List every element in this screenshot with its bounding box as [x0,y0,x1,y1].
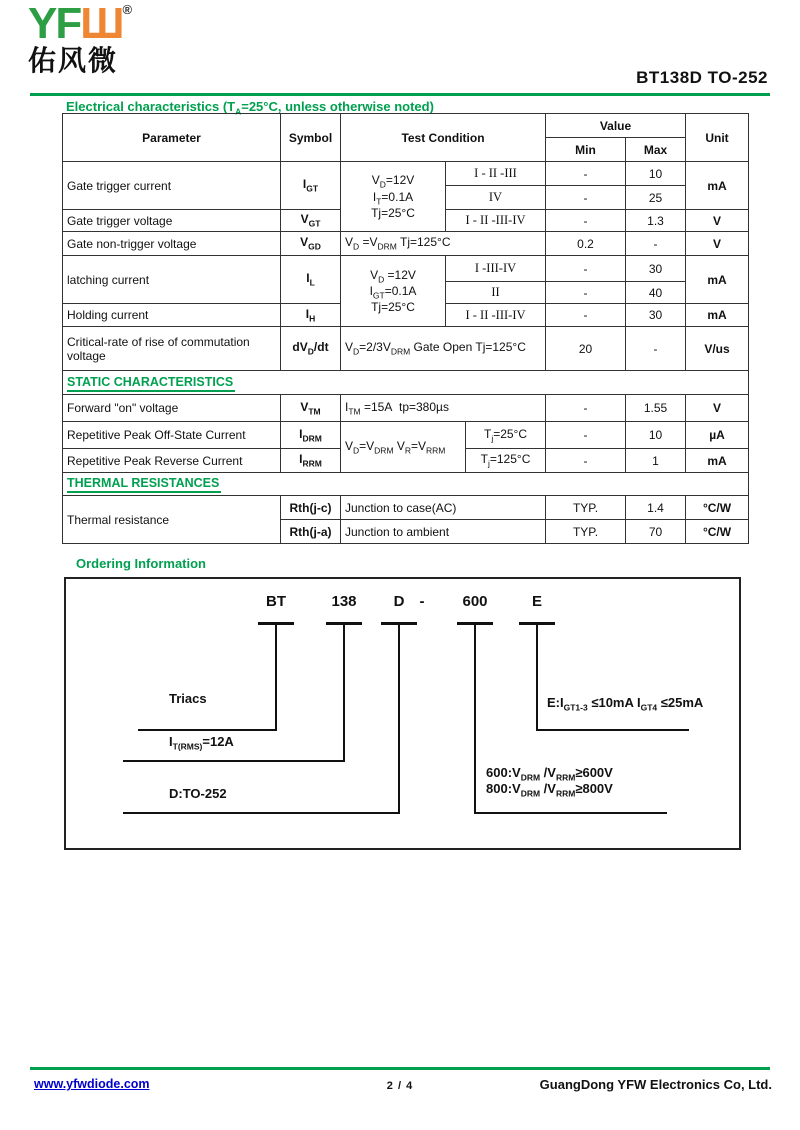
cell-min: TYP. [546,520,626,544]
cell-max: 10 [626,422,686,449]
cell-tj: $T_j=125^\circ C$ [466,449,546,473]
part-code-e: E [531,593,543,610]
cell-parameter: Thermal resistance [63,496,281,544]
website-link[interactable]: www.yfwdiode.com [34,1077,150,1091]
cell-symbol: $I_{DRM}$ [281,422,341,449]
table-row [63,232,749,256]
cell-min: - [546,449,626,473]
cell-test-condition: Junction to ambient [341,520,546,544]
cell-quadrants: I - II -III-IV [446,304,546,327]
page-number: 2 / 4 [386,1080,414,1092]
cell-min: - [546,422,626,449]
col-header-value: Value [546,114,686,138]
cell-unit: V [686,395,749,422]
cell-test-condition: $V_D=2/3V_{DRM}$ Gate Open Tj=125°C [341,327,546,371]
ordering-diagram [64,577,741,850]
cell-max: - [626,232,686,256]
registered-trademark-icon: ® [122,2,133,17]
cell-test-condition: $V_D=V_{DRM}$ $V_R=V_{RRM}$ [341,422,466,473]
ordering-information-heading: Ordering Information [76,556,206,571]
cell-symbol: Rth(j-a) [281,520,341,544]
label-current: $I_{T(RMS)}=12A$ [169,734,234,752]
diagram-line [474,625,476,812]
cell-max: - [626,327,686,371]
diagram-line [123,760,345,762]
table-row [63,162,749,186]
cell-test-condition: $V_D=12V$ $I_T=0.1A$ Tj=25°C [341,162,446,232]
cell-parameter: Gate trigger voltage [63,210,281,232]
logo-w-glyph: Ш [80,0,123,48]
cell-quadrants: I - II -III [446,162,546,186]
cell-max: 25 [626,186,686,210]
cell-parameter: Gate non-trigger voltage [63,232,281,256]
logo-yf-text: YF [28,0,81,48]
cell-unit: mA [686,256,749,304]
cell-unit: V/us [686,327,749,371]
cell-quadrants: II [446,282,546,304]
cell-symbol: $V_{GD}$ [281,232,341,256]
cell-min: - [546,304,626,327]
cell-symbol: $I_{RRM}$ [281,449,341,473]
cell-symbol: $V_{GT}$ [281,210,341,232]
col-header-test-condition: Test Condition [341,114,546,162]
label-voltage-800: $800:V_{DRM}$ $/V_{RRM}\ge 800V$ [486,781,613,799]
cell-max: 1 [626,449,686,473]
cell-max: 30 [626,304,686,327]
header-divider [30,93,770,96]
label-triacs: Triacs [169,691,207,706]
table-row [63,496,749,520]
part-code-bt: BT [266,593,286,610]
logo-wordmark [28,2,132,46]
cell-symbol: Rth(j-c) [281,496,341,520]
cell-min: - [546,186,626,210]
electrical-characteristics-table [62,113,749,544]
logo-chinese-name: 佑风微 [28,45,119,76]
diagram-line [536,625,538,729]
cell-unit: °C/W [686,520,749,544]
cell-symbol: $V_{TM}$ [281,395,341,422]
col-header-min: Min [546,138,626,162]
section-band-static [63,371,749,395]
company-logo [28,2,132,75]
label-voltage-600: $600:V_{DRM}$ $/V_{RRM}\ge 600V$ [486,765,613,783]
cell-parameter: Gate trigger current [63,162,281,210]
part-code-d: D [393,593,405,610]
cell-max: 1.3 [626,210,686,232]
cell-symbol: $I_H$ [281,304,341,327]
cell-unit: µA [686,422,749,449]
cell-test-condition: $I_{TM} =15A$ tp=380µs [341,395,546,422]
cell-test-condition: $V_D =12V$ $I_{GT}=0.1A$ Tj=25°C [341,256,446,327]
cell-parameter: Holding current [63,304,281,327]
diagram-line [138,729,277,731]
col-header-max: Max [626,138,686,162]
col-header-symbol: Symbol [281,114,341,162]
part-code-600: 600 [462,593,488,610]
cell-min: 0.2 [546,232,626,256]
col-header-parameter: Parameter [63,114,281,162]
diagram-line [474,812,667,814]
diagram-line [123,812,400,814]
diagram-line [398,625,400,812]
cell-parameter: Forward "on" voltage [63,395,281,422]
static-characteristics-heading: STATIC CHARACTERISTICS [67,374,235,392]
cell-tj: $T_j=25^\circ C$ [466,422,546,449]
cell-unit: V [686,210,749,232]
cell-max: 30 [626,256,686,282]
diagram-line [275,625,277,729]
cell-unit: mA [686,304,749,327]
cell-unit: mA [686,449,749,473]
cell-min: - [546,395,626,422]
footer-divider [30,1067,770,1070]
cell-symbol: $dV_D/dt$ [281,327,341,371]
cell-quadrants: I - II -III-IV [446,210,546,232]
col-header-unit: Unit [686,114,749,162]
cell-unit: V [686,232,749,256]
label-package: D:TO-252 [169,786,227,801]
cell-quadrants: IV [446,186,546,210]
table-row [63,395,749,422]
cell-max: 10 [626,162,686,186]
cell-min: 20 [546,327,626,371]
electrical-characteristics-heading: Electrical characteristics ($T_A=25^\circ C$, unless otherwise noted) [66,99,434,117]
part-number-title: BT138D TO-252 [636,68,768,87]
table-row [63,422,749,449]
cell-unit: °C/W [686,496,749,520]
section-band-thermal [63,473,749,496]
cell-parameter: Critical-rate of rise of commutation voltage [63,327,281,371]
thermal-resistances-heading: THERMAL RESISTANCES [67,475,221,493]
cell-max: 70 [626,520,686,544]
cell-parameter: latching current [63,256,281,304]
diagram-line [343,625,345,760]
cell-symbol: $I_{GT}$ [281,162,341,210]
label-gate-sensitivity: $E:I_{GT1-3} \le 10mA$ $I_{GT4} \le 25mA$ [547,695,704,713]
cell-min: TYP. [546,496,626,520]
cell-parameter: Repetitive Peak Off-State Current [63,422,281,449]
table-row [63,256,749,282]
cell-min: - [546,210,626,232]
cell-min: - [546,256,626,282]
cell-test-condition: Junction to case(AC) [341,496,546,520]
cell-test-condition: $V_D =V_{DRM}$ Tj=125°C [341,232,546,256]
cell-quadrants: I -III-IV [446,256,546,282]
cell-symbol: $I_L$ [281,256,341,304]
table-row [63,327,749,371]
cell-min: - [546,162,626,186]
cell-max: 1.55 [626,395,686,422]
cell-max: 40 [626,282,686,304]
cell-parameter: Repetitive Peak Reverse Current [63,449,281,473]
company-name: GuangDong YFW Electronics Co, Ltd. [539,1077,772,1092]
diagram-line [536,729,689,731]
cell-min: - [546,282,626,304]
cell-unit: mA [686,162,749,210]
cell-max: 1.4 [626,496,686,520]
part-code-138: 138 [331,593,357,610]
part-code-dash: - [419,593,425,610]
